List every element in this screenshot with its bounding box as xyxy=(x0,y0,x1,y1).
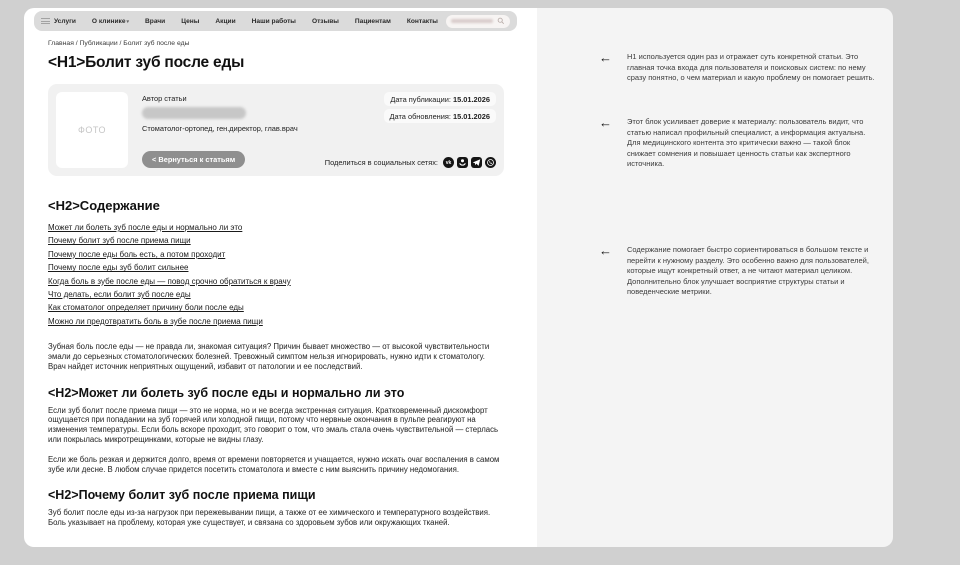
nav-item-nashi-raboty[interactable]: Наши работы xyxy=(251,17,296,25)
left-arrow-icon: ← xyxy=(599,243,612,258)
toc-link[interactable]: Почему после еды зуб болит сильнее xyxy=(48,263,189,273)
section-heading: <H2>Почему болит зуб после приема пищи xyxy=(48,488,316,503)
toc-link[interactable]: Можно ли предотвратить боль в зубе после приема пищи xyxy=(48,316,263,326)
search-placeholder-blurred xyxy=(451,19,493,23)
toc-link[interactable]: Почему после еды боль есть, а потом проходит xyxy=(48,249,226,259)
author-label: Автор статьи xyxy=(142,94,187,103)
toc-link[interactable]: Почему болит зуб после приема пищи xyxy=(48,236,191,246)
nav-item-vrachi[interactable]: Врачи xyxy=(145,17,166,25)
left-arrow-icon: ← xyxy=(599,115,612,130)
nav-item-tseny[interactable]: Цены xyxy=(181,17,200,25)
annotation-text: Этот блок усиливает доверие к материалу: пользователь видит, что статью написал профильный специалист, а информация актуальна. Для медицинского контента это критически важно — такой блок снижает сомнения и повышает ценность статьи как экспертного источника. xyxy=(627,117,866,169)
design-canvas xyxy=(24,8,893,547)
back-to-articles-button[interactable]: < Вернуться к статьям xyxy=(142,151,245,168)
intro-paragraph: Зубная боль после еды — не правда ли, знакомая ситуация? Причин бывает множество — от высокой чувствительности эмали до серьезных стоматологических болезней. Тревожный симптом нельзя игнорировать, нужно идти к стоматологу. Врач найдет источник неприятных ощущений, избавит от патологии и ее последствий. xyxy=(48,342,490,371)
update-date: Дата обновления: 15.01.2026 xyxy=(384,109,496,123)
section-heading: <H2>Может ли болеть зуб после еды и нормально ли это xyxy=(48,385,405,400)
author-name-blurred xyxy=(142,107,246,119)
nav-item-uslugi[interactable]: Услуги xyxy=(54,17,76,25)
vk-icon[interactable]: vk xyxy=(443,157,454,168)
annotation-text: H1 используется один раз и отражает суть конкретной статьи. Это главная точка входа для пользователя и поисковых систем: по нему сразу понятно, о чем материал и какую проблему он помогает решить. xyxy=(627,52,875,83)
top-navbar xyxy=(34,11,517,31)
nav-item-aktsii[interactable]: Акции xyxy=(215,17,236,25)
share-label: Поделиться в социальных сетях: xyxy=(324,158,438,167)
annotation-h1 xyxy=(599,52,880,84)
section-paragraph: Если же боль резкая и держится долго, время от времени повторяется и учащается, нужно искать очаг воспаления в самом зубе или десне. В любом случае придется посетить стоматолога и вместе с ним выяснить причину недомогания. xyxy=(48,454,500,474)
annotation-panel xyxy=(537,8,893,547)
toc-link[interactable]: Может ли болеть зуб после еды и нормально ли это xyxy=(48,223,243,232)
publish-date: Дата публикации: 15.01.2026 xyxy=(384,92,496,106)
section-paragraph: Зуб болит после еды из-за нагрузок при пережевывании пищи, а также от ее химического и температурного воздействия. Боль указывает на проблему, которая уже существует, и связана со здоровьем зубов или окружающих тканей. xyxy=(48,508,491,528)
annotation-author-block xyxy=(599,117,880,170)
author-photo-placeholder: ФОТО xyxy=(56,92,128,168)
nav-item-o-klinike[interactable]: О клинике▾ xyxy=(91,17,130,25)
toc-link[interactable]: Когда боль в зубе после еды — повод срочно обратиться к врачу xyxy=(48,276,291,286)
nav-item-patsientam[interactable]: Пациентам xyxy=(354,17,391,25)
share-block xyxy=(325,157,496,168)
toc-link[interactable]: Что делать, если болит зуб после еды xyxy=(48,290,191,300)
toc-heading: <H2>Содержание xyxy=(48,198,160,213)
section-paragraph: Если зуб болит после приема пищи — это не норма, но и не всегда экстренная ситуация. Кратковременный дискомфорт ощущается при попадании на зуб горячей или холодной пищи, потому что нервные окончания в пульпе реагируют на изменения температуры. Если боль вскоре проходит, это говорит о том, что эмаль стала очень чувствительной — стерлась или покрылась микротрещинками, которые не видны глазу. xyxy=(48,405,499,445)
search-icon xyxy=(497,17,505,25)
telegram-icon[interactable] xyxy=(471,157,482,168)
nav-item-kontakty[interactable]: Контакты xyxy=(406,17,438,25)
page-title: <H1>Болит зуб после еды xyxy=(48,54,245,71)
article-page xyxy=(24,8,537,547)
left-arrow-icon: ← xyxy=(599,50,612,65)
toc-link[interactable]: Как стоматолог определяет причину боли после еды xyxy=(48,303,244,313)
author-role: Стоматолог-ортопед, ген.директор, глав.врач xyxy=(142,124,298,133)
nav-item-otzyvy[interactable]: Отзывы xyxy=(311,17,339,25)
hamburger-menu-icon[interactable] xyxy=(41,18,50,24)
search-input[interactable] xyxy=(446,15,510,28)
annotation-text: Содержание помогает быстро сориентироваться в большом тексте и перейти к нужному разделу. Это особенно важно для пользователей, которые ищут конкретный ответ, а не читают материал целиком. Дополнительно блок улучшает восприятие структуры статьи и поведенческие метрики. xyxy=(627,245,869,297)
odnoklassniki-icon[interactable] xyxy=(457,157,468,168)
whatsapp-icon[interactable] xyxy=(485,157,496,168)
table-of-contents xyxy=(48,221,504,328)
author-block xyxy=(48,84,504,176)
chevron-down-icon: ▾ xyxy=(126,18,130,25)
breadcrumb[interactable]: Главная / Публикации / Болит зуб после еды xyxy=(48,40,190,47)
annotation-toc xyxy=(599,245,880,298)
nav-links xyxy=(54,18,438,25)
